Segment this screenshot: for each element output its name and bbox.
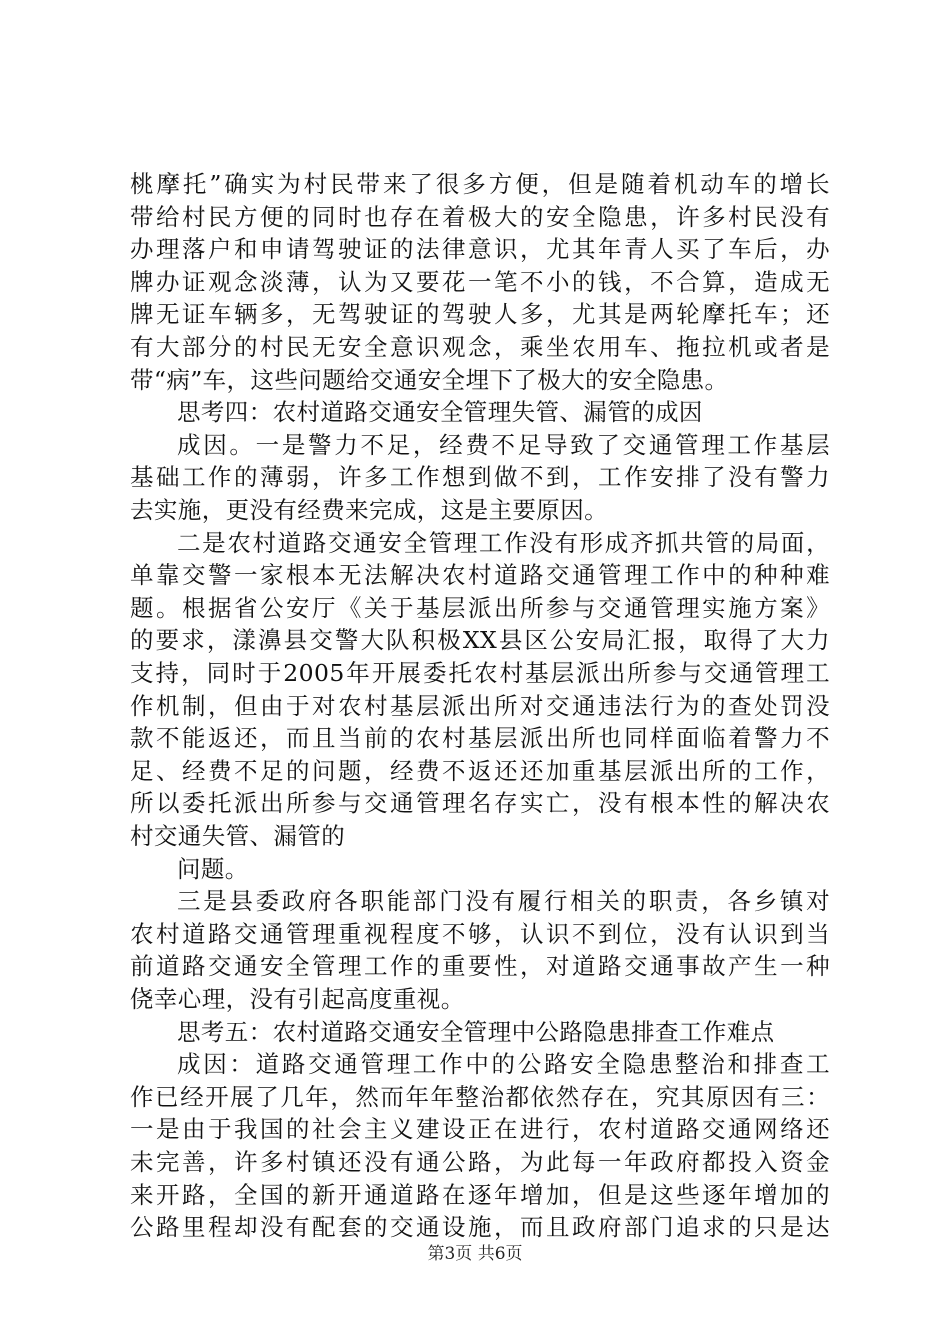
paragraph-line: 去实施，更没有经费来完成，这是主要原因。 (130, 496, 608, 524)
paragraph-line: 成因：道路交通管理工作中的公路安全隐患整治和排查工 (177, 1050, 830, 1079)
paragraph-line: 的要求，漾濞县交警大队积极XX县区公安局汇报，取得了大力 (130, 626, 830, 655)
paragraph-line: 办理落户和申请驾驶证的法律意识，尤其年青人买了车后，办 (130, 235, 830, 264)
paragraph-line: 足、经费不足的问题，经费不返还还加重基层派出所的工作， (130, 756, 830, 785)
paragraph-line: 二是农村道路交通安全管理工作没有形成齐抓共管的局面， (177, 528, 830, 557)
paragraph-line: 题。根据省公安厅《关于基层派出所参与交通管理实施方案》 (130, 593, 830, 622)
paragraph-line: 公路里程却没有配套的交通设施，而且政府部门追求的只是达 (130, 1213, 830, 1242)
paragraph-line: 带“病”车，这些问题给交通安全埋下了极大的安全隐患。 (130, 365, 729, 394)
paragraph-line: 成因。一是警力不足，经费不足导致了交通管理工作基层 (177, 430, 830, 459)
page-footer: 第3页 共6页 (427, 1244, 523, 1264)
paragraph-line: 问题。 (177, 854, 249, 883)
paragraph-line: 桃摩托”确实为村民带来了很多方便，但是随着机动车的增长 (130, 170, 830, 198)
paragraph-line: 牌办证观念淡薄，认为又要花一笔不小的钱，不合算，造成无 (130, 267, 830, 296)
section-heading: 思考四：农村道路交通安全管理失管、漏管的成因 (177, 398, 703, 427)
paragraph-line: 农村道路交通管理重视程度不够，认识不到位，没有认识到当 (130, 919, 830, 948)
paragraph-line: 所以委托派出所参与交通管理名存实亡，没有根本性的解决农 (130, 789, 830, 818)
paragraph-line: 来开路，全国的新开通道路在逐年增加，但是这些逐年增加的 (130, 1180, 830, 1209)
paragraph-line: 支持，同时于2005年开展委托农村基层派出所参与交通管理工 (130, 659, 830, 687)
paragraph-line: 款不能返还，而且当前的农村基层派出所也同样面临着警力不 (130, 724, 830, 753)
paragraph-line: 带给村民方便的同时也存在着极大的安全隐患，许多村民没有 (130, 202, 830, 231)
paragraph-line: 牌无证车辆多，无驾驶证的驾驶人多，尤其是两轮摩托车；还 (130, 300, 830, 329)
paragraph-line: 三是县委政府各职能部门没有履行相关的职责，各乡镇对 (177, 887, 830, 916)
paragraph-line: 作已经开展了几年，然而年年整治都依然存在，究其原因有三： (130, 1082, 830, 1111)
paragraph-line: 村交通失管、漏管的 (130, 822, 346, 850)
paragraph-line: 前道路交通安全管理工作的重要性，对道路交通事故产生一种 (130, 952, 830, 981)
paragraph-line: 基础工作的薄弱，许多工作想到做不到，工作安排了没有警力 (130, 463, 830, 492)
section-heading: 思考五：农村道路交通安全管理中公路隐患排查工作难点 (177, 1017, 775, 1046)
paragraph-line: 侥幸心理，没有引起高度重视。 (130, 985, 465, 1013)
paragraph-line: 未完善，许多村镇还没有通公路，为此每一年政府都投入资金 (130, 1148, 830, 1176)
paragraph-line: 有大部分的村民无安全意识观念，乘坐农用车、拖拉机或者是 (130, 333, 830, 361)
paragraph-line: 单靠交警一家根本无法解决农村道路交通管理工作中的种种难 (130, 561, 830, 590)
paragraph-line: 作机制，但由于对农村基层派出所对交通违法行为的查处罚没 (130, 691, 830, 720)
paragraph-line: 一是由于我国的社会主义建设正在进行，农村道路交通网络还 (130, 1115, 830, 1144)
